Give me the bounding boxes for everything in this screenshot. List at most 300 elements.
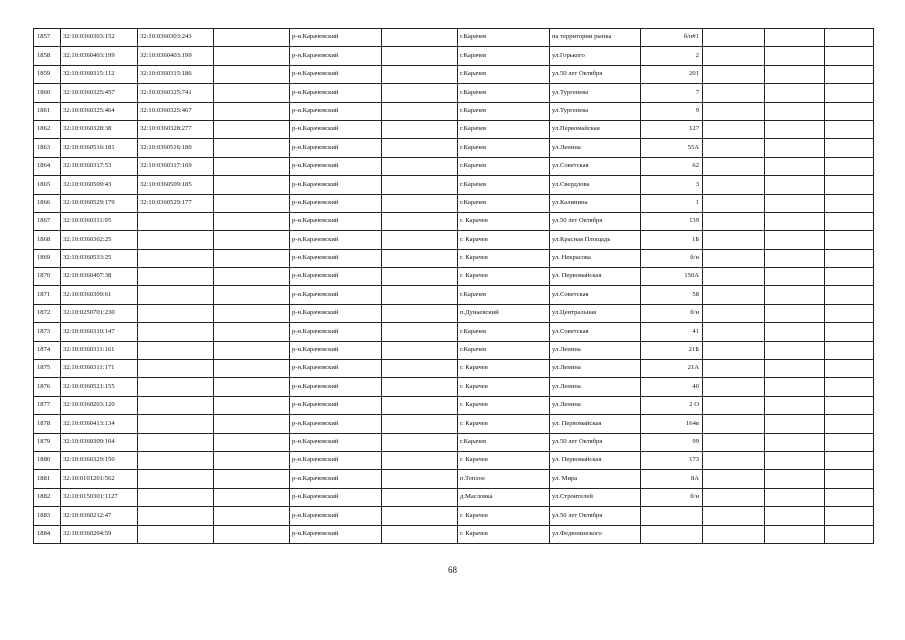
blank-column-cell	[214, 470, 290, 488]
blank-column-cell	[214, 341, 290, 359]
house-number-cell: 55А	[641, 139, 703, 157]
locality-cell: г. Карачев	[458, 360, 550, 378]
blank-column-cell	[214, 65, 290, 83]
table-body	[34, 29, 874, 544]
blank-column-cell	[765, 157, 825, 175]
cadastral-number-cell: 32:10:0150301:1127	[61, 488, 138, 506]
house-number-cell: 41	[641, 323, 703, 341]
table-row	[34, 176, 874, 194]
cadastral-number-cell: 32:10:0360509:43	[61, 176, 138, 194]
blank-column-cell	[214, 415, 290, 433]
parent-cadastral-number-cell: 32:10:0360516:180	[138, 139, 214, 157]
district-cell: р-н.Карачевский	[290, 157, 382, 175]
street-cell: ул. Первомайская	[550, 451, 641, 469]
blank-column-cell	[214, 47, 290, 65]
parent-cadastral-number-cell	[138, 231, 214, 249]
blank-column-cell	[703, 65, 765, 83]
street-cell: ул.Строителей	[550, 488, 641, 506]
blank-column-cell	[382, 470, 458, 488]
table-row	[34, 525, 874, 543]
parent-cadastral-number-cell	[138, 268, 214, 286]
locality-cell: д.Масловка	[458, 488, 550, 506]
blank-column-cell	[703, 84, 765, 102]
blank-column-cell	[825, 507, 874, 525]
table-row	[34, 47, 874, 65]
blank-column-cell	[382, 212, 458, 230]
cadastral-number-cell: 32:10:0360203:120	[61, 396, 138, 414]
blank-column-cell	[214, 157, 290, 175]
street-cell: ул.Тургенева	[550, 102, 641, 120]
cadastral-number-cell: 32:10:0360302:25	[61, 231, 138, 249]
blank-column-cell	[765, 433, 825, 451]
locality-cell: г. Карачев	[458, 451, 550, 469]
blank-column-cell	[703, 249, 765, 267]
street-cell: ул.Тургенева	[550, 84, 641, 102]
cadastral-number-cell: 32:10:0360516:181	[61, 139, 138, 157]
blank-column-cell	[214, 194, 290, 212]
table-row	[34, 470, 874, 488]
blank-column-cell	[825, 286, 874, 304]
locality-cell: г.Карачев	[458, 84, 550, 102]
blank-column-cell	[382, 102, 458, 120]
blank-column-cell	[214, 249, 290, 267]
blank-column-cell	[214, 120, 290, 138]
blank-column-cell	[765, 65, 825, 83]
parent-cadastral-number-cell	[138, 396, 214, 414]
cadastral-number-cell: 32:10:0101201:562	[61, 470, 138, 488]
blank-column-cell	[765, 102, 825, 120]
parent-cadastral-number-cell	[138, 323, 214, 341]
cadastral-number-cell: 32:10:0360529:179	[61, 194, 138, 212]
house-number-cell: б/н	[641, 304, 703, 322]
blank-column-cell	[382, 231, 458, 249]
street-cell: ул.Советская	[550, 286, 641, 304]
table-row	[34, 286, 874, 304]
cadastral-number-cell: 32:10:0360329:150	[61, 451, 138, 469]
locality-cell: г.Карачев	[458, 139, 550, 157]
blank-column-cell	[825, 102, 874, 120]
street-cell: ул. Первомайская	[550, 415, 641, 433]
blank-column-cell	[703, 323, 765, 341]
row-index-cell: 1878	[34, 415, 61, 433]
district-cell: р-н.Карачевский	[290, 249, 382, 267]
blank-column-cell	[765, 488, 825, 506]
row-index-cell: 1876	[34, 378, 61, 396]
house-number-cell: 99	[641, 433, 703, 451]
blank-column-cell	[825, 304, 874, 322]
district-cell: р-н.Карачевский	[290, 323, 382, 341]
parent-cadastral-number-cell	[138, 341, 214, 359]
street-cell: на территории рынка	[550, 29, 641, 47]
row-index-cell: 1866	[34, 194, 61, 212]
cadastral-number-cell: 32:10:0360413:134	[61, 415, 138, 433]
blank-column-cell	[765, 341, 825, 359]
parent-cadastral-number-cell	[138, 433, 214, 451]
table-row	[34, 102, 874, 120]
row-index-cell: 1859	[34, 65, 61, 83]
blank-column-cell	[765, 470, 825, 488]
district-cell: р-н.Карачевский	[290, 304, 382, 322]
blank-column-cell	[382, 415, 458, 433]
blank-column-cell	[382, 451, 458, 469]
district-cell: р-н.Карачевский	[290, 525, 382, 543]
blank-column-cell	[765, 212, 825, 230]
house-number-cell: 164в	[641, 415, 703, 433]
parent-cadastral-number-cell: 32:10:0360325:741	[138, 84, 214, 102]
locality-cell: г.Карачев	[458, 157, 550, 175]
row-index-cell: 1874	[34, 341, 61, 359]
blank-column-cell	[382, 525, 458, 543]
blank-column-cell	[825, 396, 874, 414]
parent-cadastral-number-cell: 32:10:0360315:186	[138, 65, 214, 83]
street-cell: ул.Советская	[550, 157, 641, 175]
table-row	[34, 120, 874, 138]
table-row	[34, 396, 874, 414]
parent-cadastral-number-cell: 32:10:0360317:169	[138, 157, 214, 175]
blank-column-cell	[382, 176, 458, 194]
cadastral-number-cell: 32:10:0250701:230	[61, 304, 138, 322]
parent-cadastral-number-cell	[138, 415, 214, 433]
cadastral-number-cell: 32:10:0360325:457	[61, 84, 138, 102]
row-index-cell: 1873	[34, 323, 61, 341]
table-row	[34, 212, 874, 230]
blank-column-cell	[214, 488, 290, 506]
district-cell: р-н.Карачевский	[290, 451, 382, 469]
street-cell: ул.Свердлова	[550, 176, 641, 194]
locality-cell: г. Карачев	[458, 396, 550, 414]
house-number-cell: 9	[641, 102, 703, 120]
blank-column-cell	[214, 139, 290, 157]
locality-cell: г.Карачев	[458, 194, 550, 212]
street-cell: ул. Мира	[550, 470, 641, 488]
cadastral-number-cell: 32:10:0360303:152	[61, 29, 138, 47]
district-cell: р-н.Карачевский	[290, 470, 382, 488]
house-number-cell: 173	[641, 451, 703, 469]
street-cell: ул.Центральная	[550, 304, 641, 322]
cadastral-number-cell: 32:10:0360407:38	[61, 268, 138, 286]
blank-column-cell	[382, 120, 458, 138]
district-cell: р-н.Карачевский	[290, 360, 382, 378]
street-cell: ул.Ленина	[550, 396, 641, 414]
street-cell: ул. Некрасова	[550, 249, 641, 267]
blank-column-cell	[765, 120, 825, 138]
table-row	[34, 249, 874, 267]
district-cell: р-н.Карачевский	[290, 102, 382, 120]
parent-cadastral-number-cell: 32:10:0360303:243	[138, 29, 214, 47]
cadastral-number-cell: 32:10:0360309:61	[61, 286, 138, 304]
cadastral-number-cell: 32:10:0360311:95	[61, 212, 138, 230]
cadastral-number-cell: 32:10:0360311:171	[61, 360, 138, 378]
blank-column-cell	[214, 268, 290, 286]
table-row	[34, 360, 874, 378]
parent-cadastral-number-cell	[138, 304, 214, 322]
blank-column-cell	[765, 525, 825, 543]
blank-column-cell	[765, 139, 825, 157]
blank-column-cell	[382, 84, 458, 102]
blank-column-cell	[703, 451, 765, 469]
row-index-cell: 1857	[34, 29, 61, 47]
table-row	[34, 268, 874, 286]
district-cell: р-н.Карачевский	[290, 488, 382, 506]
district-cell: р-н.Карачевский	[290, 176, 382, 194]
row-index-cell: 1883	[34, 507, 61, 525]
table-row	[34, 451, 874, 469]
cadastral-number-cell: 32:10:0360309:104	[61, 433, 138, 451]
parent-cadastral-number-cell: 32:10:0360325:467	[138, 102, 214, 120]
blank-column-cell	[703, 47, 765, 65]
cadastral-number-cell: 32:10:0360403:199	[61, 47, 138, 65]
blank-column-cell	[214, 29, 290, 47]
district-cell: р-н.Карачевский	[290, 139, 382, 157]
parent-cadastral-number-cell: 32:10:0360529:177	[138, 194, 214, 212]
locality-cell: г.Карачев	[458, 65, 550, 83]
table-row	[34, 139, 874, 157]
blank-column-cell	[703, 286, 765, 304]
blank-column-cell	[765, 47, 825, 65]
blank-column-cell	[703, 304, 765, 322]
blank-column-cell	[382, 396, 458, 414]
blank-column-cell	[703, 102, 765, 120]
locality-cell: г.Карачев	[458, 341, 550, 359]
locality-cell: г.Карачев	[458, 47, 550, 65]
district-cell: р-н.Карачевский	[290, 194, 382, 212]
blank-column-cell	[825, 139, 874, 157]
blank-column-cell	[703, 360, 765, 378]
cadastral-number-cell: 32:10:0360533:25	[61, 249, 138, 267]
table-row	[34, 194, 874, 212]
table-row	[34, 323, 874, 341]
cadastral-number-cell: 32:10:0360325:464	[61, 102, 138, 120]
blank-column-cell	[382, 194, 458, 212]
blank-column-cell	[765, 415, 825, 433]
blank-column-cell	[765, 231, 825, 249]
locality-cell: г. Карачев	[458, 507, 550, 525]
blank-column-cell	[382, 488, 458, 506]
blank-column-cell	[765, 360, 825, 378]
house-number-cell: б/н#1	[641, 29, 703, 47]
district-cell: р-н.Карачевский	[290, 433, 382, 451]
blank-column-cell	[382, 157, 458, 175]
parent-cadastral-number-cell: 32:10:0360509:185	[138, 176, 214, 194]
parent-cadastral-number-cell	[138, 470, 214, 488]
table-row	[34, 157, 874, 175]
parent-cadastral-number-cell	[138, 360, 214, 378]
blank-column-cell	[214, 304, 290, 322]
blank-column-cell	[825, 378, 874, 396]
parent-cadastral-number-cell	[138, 525, 214, 543]
row-index-cell: 1864	[34, 157, 61, 175]
district-cell: р-н.Карачевский	[290, 378, 382, 396]
blank-column-cell	[382, 341, 458, 359]
blank-column-cell	[703, 415, 765, 433]
cadastral-number-cell: 32:10:0360311:161	[61, 341, 138, 359]
street-cell: ул.Калинина	[550, 194, 641, 212]
blank-column-cell	[765, 507, 825, 525]
street-cell: ул.Ленина	[550, 139, 641, 157]
parent-cadastral-number-cell	[138, 249, 214, 267]
blank-column-cell	[825, 268, 874, 286]
street-cell: ул.Горького	[550, 47, 641, 65]
parent-cadastral-number-cell	[138, 507, 214, 525]
cadastral-number-cell: 32:10:0360328:38	[61, 120, 138, 138]
street-cell: ул.Ленина	[550, 378, 641, 396]
street-cell: ул.Первомайская	[550, 120, 641, 138]
blank-column-cell	[825, 65, 874, 83]
blank-column-cell	[214, 433, 290, 451]
district-cell: р-н.Карачевский	[290, 286, 382, 304]
street-cell: ул.Федюнинского	[550, 525, 641, 543]
blank-column-cell	[765, 323, 825, 341]
blank-column-cell	[765, 249, 825, 267]
locality-cell: г. Карачев	[458, 268, 550, 286]
house-number-cell: 21Б	[641, 341, 703, 359]
district-cell: р-н.Карачевский	[290, 396, 382, 414]
parent-cadastral-number-cell: 32:10:0360328:277	[138, 120, 214, 138]
blank-column-cell	[765, 176, 825, 194]
blank-column-cell	[382, 378, 458, 396]
blank-column-cell	[765, 268, 825, 286]
house-number-cell	[641, 507, 703, 525]
locality-cell: г.Карачев	[458, 433, 550, 451]
row-index-cell: 1860	[34, 84, 61, 102]
district-cell: р-н.Карачевский	[290, 84, 382, 102]
registry-table	[33, 28, 874, 544]
table-row	[34, 378, 874, 396]
blank-column-cell	[214, 286, 290, 304]
blank-column-cell	[825, 120, 874, 138]
blank-column-cell	[825, 470, 874, 488]
blank-column-cell	[703, 194, 765, 212]
locality-cell: г.Карачев	[458, 286, 550, 304]
page-number: 68	[448, 565, 457, 575]
blank-column-cell	[703, 157, 765, 175]
house-number-cell: 8А	[641, 470, 703, 488]
house-number-cell: 2 О	[641, 396, 703, 414]
row-index-cell: 1875	[34, 360, 61, 378]
blank-column-cell	[703, 525, 765, 543]
parent-cadastral-number-cell	[138, 378, 214, 396]
house-number-cell: 2	[641, 47, 703, 65]
blank-column-cell	[703, 396, 765, 414]
blank-column-cell	[382, 360, 458, 378]
table-row	[34, 29, 874, 47]
blank-column-cell	[825, 341, 874, 359]
row-index-cell: 1863	[34, 139, 61, 157]
house-number-cell: 201	[641, 65, 703, 83]
blank-column-cell	[214, 84, 290, 102]
blank-column-cell	[825, 433, 874, 451]
house-number-cell: 62	[641, 157, 703, 175]
blank-column-cell	[825, 157, 874, 175]
blank-column-cell	[382, 139, 458, 157]
house-number-cell: б/н	[641, 488, 703, 506]
locality-cell: г. Карачев	[458, 212, 550, 230]
row-index-cell: 1867	[34, 212, 61, 230]
cadastral-number-cell: 32:10:0360521:155	[61, 378, 138, 396]
blank-column-cell	[214, 212, 290, 230]
cadastral-number-cell: 32:10:0360315:112	[61, 65, 138, 83]
blank-column-cell	[214, 102, 290, 120]
blank-column-cell	[214, 378, 290, 396]
parent-cadastral-number-cell	[138, 286, 214, 304]
blank-column-cell	[703, 470, 765, 488]
street-cell: ул.Ленина	[550, 341, 641, 359]
street-cell: ул.50 лет Октября	[550, 433, 641, 451]
district-cell: р-н.Карачевский	[290, 507, 382, 525]
blank-column-cell	[825, 451, 874, 469]
table-row	[34, 341, 874, 359]
blank-column-cell	[214, 360, 290, 378]
house-number-cell: 127	[641, 120, 703, 138]
row-index-cell: 1870	[34, 268, 61, 286]
locality-cell: г.Карачев	[458, 29, 550, 47]
cadastral-number-cell: 32:10:0360310:147	[61, 323, 138, 341]
blank-column-cell	[825, 415, 874, 433]
blank-column-cell	[382, 507, 458, 525]
cadastral-number-cell: 32:10:0360204:59	[61, 525, 138, 543]
blank-column-cell	[703, 488, 765, 506]
row-index-cell: 1881	[34, 470, 61, 488]
blank-column-cell	[765, 396, 825, 414]
blank-column-cell	[214, 323, 290, 341]
house-number-cell: 139	[641, 212, 703, 230]
table-row	[34, 65, 874, 83]
blank-column-cell	[214, 525, 290, 543]
blank-column-cell	[765, 29, 825, 47]
blank-column-cell	[214, 176, 290, 194]
street-cell: ул.50 лет Октября	[550, 65, 641, 83]
blank-column-cell	[703, 268, 765, 286]
blank-column-cell	[765, 194, 825, 212]
street-cell: ул.Советская	[550, 323, 641, 341]
row-index-cell: 1868	[34, 231, 61, 249]
blank-column-cell	[825, 194, 874, 212]
locality-cell: г.Карачев	[458, 102, 550, 120]
blank-column-cell	[382, 268, 458, 286]
house-number-cell	[641, 525, 703, 543]
row-index-cell: 1877	[34, 396, 61, 414]
row-index-cell: 1880	[34, 451, 61, 469]
locality-cell: г. Карачев	[458, 231, 550, 249]
blank-column-cell	[382, 286, 458, 304]
blank-column-cell	[703, 176, 765, 194]
district-cell: р-н.Карачевский	[290, 212, 382, 230]
table-row	[34, 433, 874, 451]
blank-column-cell	[825, 212, 874, 230]
district-cell: р-н.Карачевский	[290, 415, 382, 433]
blank-column-cell	[825, 84, 874, 102]
blank-column-cell	[703, 378, 765, 396]
street-cell: ул.50 лет Октября	[550, 212, 641, 230]
blank-column-cell	[214, 396, 290, 414]
blank-column-cell	[765, 378, 825, 396]
blank-column-cell	[382, 433, 458, 451]
table-row	[34, 231, 874, 249]
house-number-cell: 7	[641, 84, 703, 102]
district-cell: р-н.Карачевский	[290, 120, 382, 138]
row-index-cell: 1879	[34, 433, 61, 451]
blank-column-cell	[825, 29, 874, 47]
locality-cell: г. Карачев	[458, 525, 550, 543]
house-number-cell: 3	[641, 176, 703, 194]
blank-column-cell	[765, 304, 825, 322]
district-cell: р-н.Карачевский	[290, 29, 382, 47]
house-number-cell: 1Б	[641, 231, 703, 249]
row-index-cell: 1884	[34, 525, 61, 543]
blank-column-cell	[703, 212, 765, 230]
blank-column-cell	[703, 231, 765, 249]
street-cell: ул.Красная Площадь	[550, 231, 641, 249]
